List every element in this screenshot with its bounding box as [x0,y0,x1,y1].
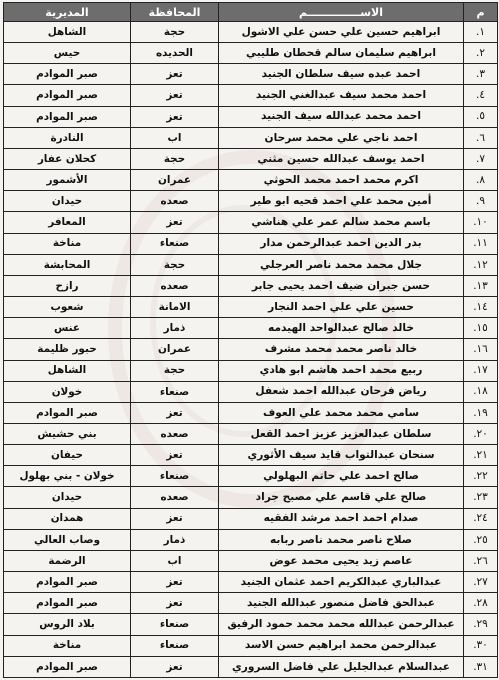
person-name: عبدالحق فاضل منصور عبدالله الجنيد [219,593,464,614]
directorate: حيفان [4,445,131,466]
names-table [3,2,498,678]
person-name: احمد يوسف عبدالله حسين مثني [219,148,464,169]
row-number: ٨. [464,170,498,191]
directorate: عنس [4,318,131,339]
table-row [4,635,498,656]
directorate: خولان - بني بهلول [4,466,131,487]
row-number: ٢٠. [464,423,498,444]
table-row [4,529,498,550]
person-name: عبدالسلام عبدالجليل علي فاضل السروري [219,656,464,677]
directorate: حيس [4,43,131,64]
row-number: ٥. [464,106,498,127]
row-number: ٢٣. [464,487,498,508]
person-name: ابراهيم حسين علي حسن علي الاشول [219,22,464,43]
row-number: ٢٩. [464,614,498,635]
row-number: ٤. [464,85,498,106]
governorate: تعز [131,64,219,85]
table-row [4,508,498,529]
governorate: صعده [131,487,219,508]
governorate: حجة [131,254,219,275]
person-name: جلال محمد محمد ناصر العرجلي [219,254,464,275]
governorate: حجة [131,148,219,169]
directorate: شعوب [4,297,131,318]
directorate: صبر الموادم [4,656,131,677]
governorate: صنعاء [131,614,219,635]
row-number: ١١. [464,233,498,254]
person-name: احمد محمد سيف عبدالغني الجنيد [219,85,464,106]
person-name: سنحان عبدالتواب قايد سيف الأثوري [219,445,464,466]
governorate: صنعاء [131,381,219,402]
person-name: عبدالرحمن محمد ابراهيم حسن الاسد [219,635,464,656]
row-number: ٣. [464,64,498,85]
governorate: صعده [131,191,219,212]
person-name: اكرم محمد احمد محمد الحوثي [219,170,464,191]
directorate: صبر الموادم [4,402,131,423]
table-body [4,22,498,678]
governorate: صنعاء [131,233,219,254]
governorate: صعده [131,423,219,444]
table-row [4,170,498,191]
person-name: صدام احمد احمد مرشد الفقيه [219,508,464,529]
person-name: ابراهيم سليمان سالم قحطان طليبي [219,43,464,64]
directorate: صبر الموادم [4,572,131,593]
person-name: عبدالباري عبدالكريم احمد عثمان الجنيد [219,572,464,593]
directorate: الشاهل [4,22,131,43]
governorate: الامانة [131,297,219,318]
table-row [4,254,498,275]
table-row [4,593,498,614]
directorate: همدان [4,508,131,529]
directorate: صبر الموادم [4,85,131,106]
column-header-governorate: المحافظة [131,3,219,22]
governorate: ذمار [131,529,219,550]
governorate: الحديده [131,43,219,64]
table-row [4,381,498,402]
table-row [4,64,498,85]
table-row [4,191,498,212]
row-number: ٣٠. [464,635,498,656]
governorate: حجة [131,360,219,381]
table-row [4,572,498,593]
directorate: صبر الموادم [4,106,131,127]
table-row [4,297,498,318]
table-row [4,22,498,43]
table-row [4,106,498,127]
row-number: ٢. [464,43,498,64]
person-name: بدر الدين احمد عبدالرحمن مدار [219,233,464,254]
table-row [4,550,498,571]
directorate: وصاب العالي [4,529,131,550]
row-number: ٧. [464,148,498,169]
directorate: رازح [4,275,131,296]
person-name: احمد عبده سيف سلطان الجنيد [219,64,464,85]
governorate: تعز [131,656,219,677]
person-name: رياض فرحان عبدالله احمد شعفل [219,381,464,402]
table-row [4,339,498,360]
table-row [4,43,498,64]
person-name: صلاح ناصر محمد ناصر ربابه [219,529,464,550]
person-name: خالد ناصر محمد محمد مشرف [219,339,464,360]
table-row [4,487,498,508]
governorate: ذمار [131,318,219,339]
directorate: بني حشيش [4,423,131,444]
row-number: ١٦. [464,339,498,360]
table-row [4,233,498,254]
person-name: صالح علي قاسم علي مصبح جراد [219,487,464,508]
person-name: عاصم زيد يحيى محمد عوض [219,550,464,571]
person-name: سامي محمد محمد علي العوف [219,402,464,423]
table-row [4,445,498,466]
row-number: ١٣. [464,275,498,296]
row-number: ١٥. [464,318,498,339]
governorate: تعز [131,402,219,423]
directorate: الشاهل [4,360,131,381]
table-row [4,466,498,487]
governorate: تعز [131,445,219,466]
table-header-row [4,3,498,22]
governorate: اب [131,127,219,148]
table-row [4,85,498,106]
directorate: المعافر [4,212,131,233]
row-number: ٢٧. [464,572,498,593]
row-number: ٦. [464,127,498,148]
governorate: اب [131,550,219,571]
row-number: ١٠. [464,212,498,233]
governorate: حجة [131,22,219,43]
person-name: حسين علي علي احمد النجار [219,297,464,318]
directorate: الأشمور [4,170,131,191]
row-number: ١٢. [464,254,498,275]
governorate: عمران [131,339,219,360]
column-header-name: الاســــــــــــــم [219,3,464,22]
row-number: ٢٦. [464,550,498,571]
person-name: صالح احمد علي حاتم البهلولي [219,466,464,487]
table-row [4,402,498,423]
person-name: باسم محمد سالم عمر علي هناشي [219,212,464,233]
directorate: المحابشة [4,254,131,275]
governorate: تعز [131,572,219,593]
row-number: ١٨. [464,381,498,402]
row-number: ١. [464,22,498,43]
directorate: مناخة [4,635,131,656]
table-row [4,148,498,169]
column-header-number: م [464,3,498,22]
person-name: أمين محمد علي احمد قحيه ابو طير [219,191,464,212]
governorate: تعز [131,106,219,127]
row-number: ٢٨. [464,593,498,614]
governorate: صعده [131,275,219,296]
person-name: خالد صالح عبدالواحد الهيدمه [219,318,464,339]
row-number: ٢٢. [464,466,498,487]
person-name: احمد محمد عبدالله سيف الجنيد [219,106,464,127]
person-name: ربيع محمد احمد هاشم ابو هادي [219,360,464,381]
directorate: الرضمة [4,550,131,571]
row-number: ٩. [464,191,498,212]
governorate: صنعاء [131,466,219,487]
row-number: ٢١. [464,445,498,466]
row-number: ١٤. [464,297,498,318]
table-row [4,656,498,677]
table-row [4,275,498,296]
table-row [4,423,498,444]
directorate: صبر الموادم [4,593,131,614]
governorate: صنعاء [131,635,219,656]
directorate: خولان [4,381,131,402]
directorate: حيدان [4,191,131,212]
row-number: ١٩. [464,402,498,423]
table-row [4,614,498,635]
row-number: ١٧. [464,360,498,381]
row-number: ٢٥. [464,529,498,550]
governorate: تعز [131,212,219,233]
governorate: عمران [131,170,219,191]
governorate: تعز [131,508,219,529]
directorate: مناخة [4,233,131,254]
directorate: النادرة [4,127,131,148]
person-name: احمد ناجي علي محمد سرحان [219,127,464,148]
table-row [4,318,498,339]
person-name: سلطان عبدالعزيز عزيز احمد القعل [219,423,464,444]
row-number: ٣١. [464,656,498,677]
directorate: حبور ظليمة [4,339,131,360]
directorate: صبر الموادم [4,64,131,85]
governorate: تعز [131,593,219,614]
person-name: حسن جبران ضيف احمد يحيى جابر [219,275,464,296]
person-name: عبدالرحمن عبدالله محمد محمد حمود الرفيق [219,614,464,635]
governorate: تعز [131,85,219,106]
directorate: بلاد الروس [4,614,131,635]
row-number: ٢٤. [464,508,498,529]
table-row [4,127,498,148]
column-header-directorate: المديرية [4,3,131,22]
table-row [4,212,498,233]
table-row [4,360,498,381]
directorate: حيدان [4,487,131,508]
directorate: كحلان عفار [4,148,131,169]
